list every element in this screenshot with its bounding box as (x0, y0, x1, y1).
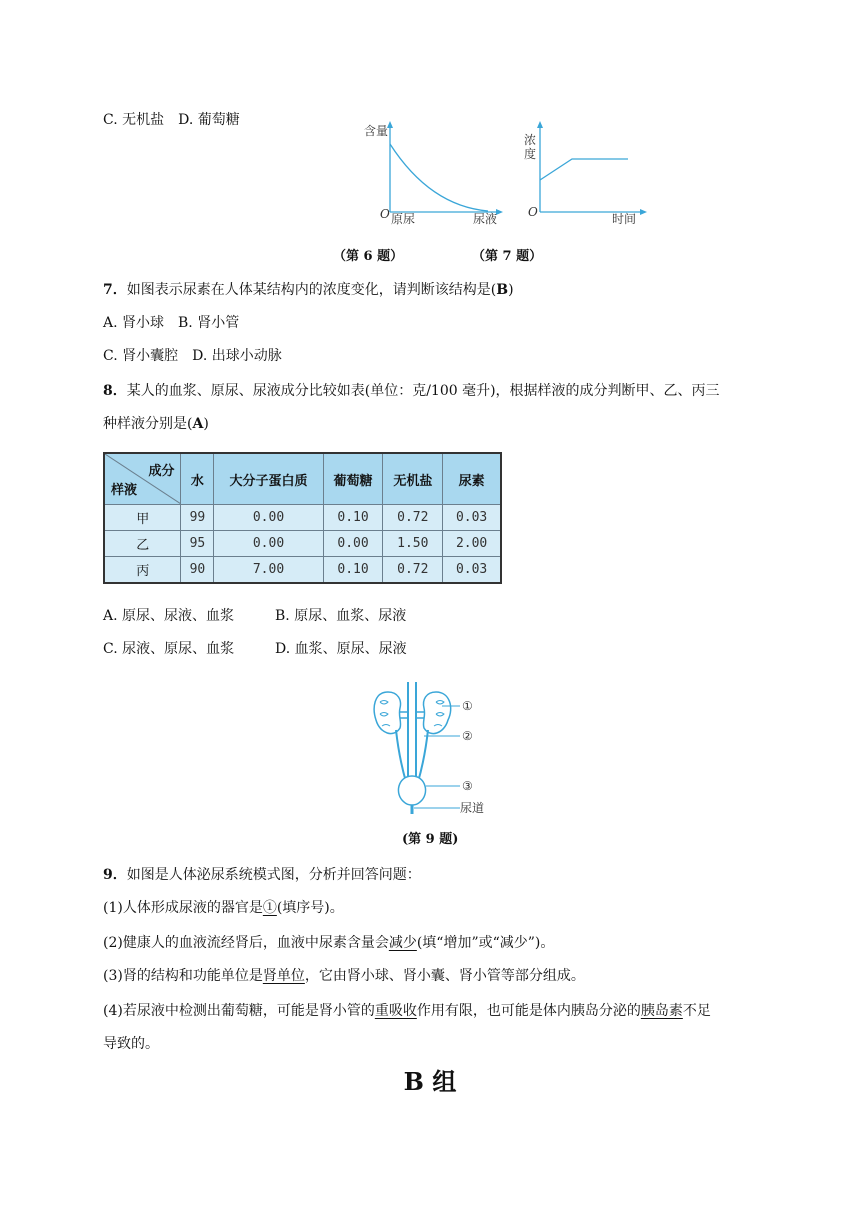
table-cell: 7.00 (214, 557, 323, 584)
table-row (104, 505, 501, 531)
fig7-line (540, 159, 628, 180)
q9-part1-answer: ① (262, 900, 277, 916)
q9-part3-answer: 肾单位 (262, 968, 305, 984)
fig7-ylabel-2: 度 (524, 147, 537, 161)
fig6-ylabel: 含量 (364, 124, 389, 138)
q9-part2 (103, 934, 554, 952)
row-label: 甲 (104, 505, 181, 531)
q8-text: 某人的血浆、原尿、尿液成分比较如表(单位：克/100 毫升)，根据样液的成分判断甲、乙、丙三 (126, 383, 720, 399)
q7-options-cd: C. 肾小囊腔 D. 出球小动脉 (103, 348, 282, 364)
q9-part1-tail: (填序号)。 (276, 900, 344, 916)
q8-close: ) (203, 416, 209, 432)
header-cell: 尿素 (443, 453, 501, 505)
q9-part3 (103, 967, 585, 985)
q9-part2-tail: (填“增加”或“减少”)。 (416, 935, 555, 951)
q9-stem (103, 866, 421, 884)
q8-table (103, 452, 502, 584)
blood-vessels (408, 682, 416, 790)
q9-part2-text: (2)健康人的血液流经肾后，血液中尿素含量会 (103, 935, 389, 951)
q7-number: 7． (103, 282, 127, 298)
urinary-system-diagram (368, 678, 498, 818)
table-header-row (104, 453, 501, 505)
table-cell: 99 (181, 505, 214, 531)
table-cell: 1.50 (383, 531, 443, 557)
header-cell: 葡萄糖 (323, 453, 383, 505)
q8-option-d: D. 血浆、原尿、尿液 (275, 641, 407, 657)
table-cell: 0.10 (323, 557, 383, 584)
fig9-caption: (第 9 题) (402, 832, 459, 847)
q7-close: ) (508, 282, 514, 298)
fig6-origin: O (380, 207, 390, 221)
fig7-origin: O (528, 205, 538, 219)
table-cell: 0.72 (383, 505, 443, 531)
table-corner-cell (104, 453, 181, 505)
q9-part1 (103, 899, 344, 917)
fig7-x-arrow (640, 209, 647, 215)
fig7-ylabel-1: 浓 (524, 133, 537, 147)
q9-part4-line2: 导致的。 (103, 1036, 159, 1052)
q8-option-b: B. 原尿、血浆、尿液 (275, 608, 407, 624)
table-cell: 0.00 (323, 531, 383, 557)
fig9-label-1: ① (462, 699, 473, 713)
q8-stem-line2 (103, 415, 209, 433)
table-cell: 0.72 (383, 557, 443, 584)
table-row (104, 557, 501, 584)
kidney-left (374, 692, 400, 734)
fig7-y-arrow (537, 121, 543, 128)
q9-part4-text: (4)若尿液中检测出葡萄糖，可能是肾小管的 (103, 1003, 375, 1019)
q9-part4-mid: 作用有限，也可能是体内胰岛分泌的 (416, 1003, 641, 1019)
section-title: B 组 (403, 1067, 457, 1096)
q9-part4-tail: 不足 (682, 1003, 711, 1019)
q8-text-2: 种样液分别是( (103, 416, 193, 432)
fig9-label-3: ③ (462, 779, 473, 793)
q9-number: 9． (103, 867, 127, 883)
fig6-curve (390, 144, 488, 211)
q7-stem (103, 281, 514, 299)
q7-answer: B (496, 282, 509, 298)
fig7-chart (520, 118, 650, 230)
fig6-xstart: 原尿 (391, 212, 416, 226)
q6-options-cd: C. 无机盐 D. 葡萄糖 (103, 112, 240, 128)
fig6-caption: （第 6 题） (333, 249, 404, 264)
table-cell: 0.03 (443, 505, 501, 531)
table-cell: 2.00 (443, 531, 501, 557)
header-cell: 大分子蛋白质 (214, 453, 323, 505)
table-cell: 0.10 (323, 505, 383, 531)
q9-part4-answer-2: 胰岛素 (640, 1003, 683, 1019)
q9-text: 如图是人体泌尿系统模式图，分析并回答问题： (126, 867, 421, 883)
table-cell: 0.00 (214, 505, 323, 531)
fig9-label-urethra: 尿道 (460, 801, 485, 815)
q7-text: 如图表示尿素在人体某结构内的浓度变化，请判断该结构是( (126, 282, 497, 298)
q8-stem-line1 (103, 382, 720, 400)
table-row (104, 531, 501, 557)
table-cell: 90 (181, 557, 214, 584)
row-label: 丙 (104, 557, 181, 584)
table-cell: 0.00 (214, 531, 323, 557)
row-label: 乙 (104, 531, 181, 557)
q8-answer: A (192, 416, 204, 432)
q7-options-ab: A. 肾小球 B. 肾小管 (103, 315, 240, 331)
ureter-right (418, 730, 428, 782)
header-cell: 无机盐 (383, 453, 443, 505)
q8-option-a: A. 原尿、尿液、血浆 (103, 608, 235, 624)
fig6-chart (360, 118, 510, 230)
q9-part4-answer-1: 重吸收 (374, 1003, 417, 1019)
corner-bottom-label: 样液 (111, 483, 138, 498)
table-cell: 95 (181, 531, 214, 557)
q9-part1-text: (1)人体形成尿液的器官是 (103, 900, 263, 916)
fig6-xend: 尿液 (473, 212, 498, 226)
fig7-xlabel: 时间 (612, 212, 637, 226)
corner-top-label: 成分 (148, 464, 175, 479)
header-cell: 水 (181, 453, 214, 505)
ureter-left (396, 730, 406, 782)
fig7-caption: （第 7 题） (472, 249, 543, 264)
q9-part3-tail: ，它由肾小球、肾小囊、肾小管等部分组成。 (304, 968, 585, 984)
q9-part3-text: (3)肾的结构和功能单位是 (103, 968, 263, 984)
q9-part2-answer: 减少 (388, 935, 417, 951)
q8-option-c: C. 尿液、原尿、血浆 (103, 641, 235, 657)
table-cell: 0.03 (443, 557, 501, 584)
q8-number: 8． (103, 383, 127, 399)
fig9-label-2: ② (462, 729, 473, 743)
q9-part4 (103, 1002, 711, 1020)
fig6-x-arrow (496, 209, 503, 215)
bladder (398, 776, 425, 805)
